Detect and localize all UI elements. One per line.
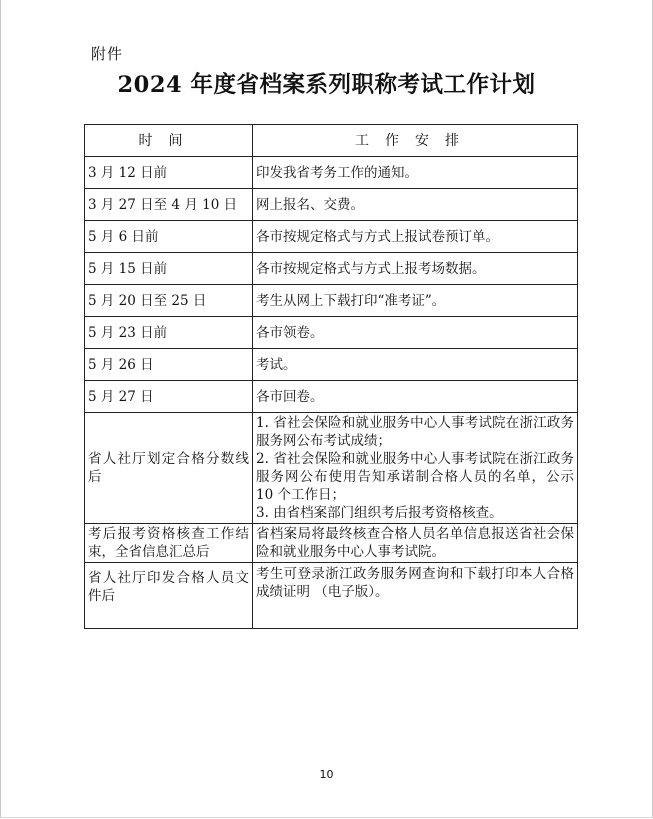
time-cell: 5 月 15 日前 (85, 253, 253, 285)
task-cell (253, 253, 578, 285)
time-cell: 5 月 23 日前 (85, 317, 253, 349)
table-row (85, 317, 578, 349)
task-cell (253, 189, 578, 221)
task-line: 网上报名、交费。 (256, 196, 364, 213)
task-line: 考生可登录浙江政务服务网查询和下载打印本人合格成绩证明 （电子版）。 (256, 566, 574, 600)
attachment-label: 附件 (91, 45, 124, 63)
time-cell: 3 月 12 日前 (85, 157, 253, 189)
document-title: 2024 年度省档案系列职称考试工作计划 (117, 72, 536, 98)
table-row (85, 189, 578, 221)
task-cell (253, 381, 578, 413)
table-row (85, 221, 578, 253)
table-row (85, 381, 578, 413)
task-line: 1. 省社会保险和就业服务中心人事考试院在浙江政务服务网公布考试成绩； (256, 415, 574, 449)
task-line: 3. 由省档案部门组织考后报考资格核查。 (256, 505, 503, 521)
task-cell (253, 317, 578, 349)
time-cell: 5 月 27 日 (85, 381, 253, 413)
table-row (85, 413, 578, 524)
header-task: 工作安排 (253, 125, 578, 157)
task-line: 印发我省考务工作的通知。 (256, 164, 418, 181)
time-cell: 5 月 26 日 (85, 349, 253, 381)
time-cell: 3 月 27 日至 4 月 10 日 (85, 189, 253, 221)
task-cell (253, 285, 578, 317)
time-cell: 省人社厅划定合格分数线后 (85, 413, 253, 524)
task-line: 各市按规定格式与方式上报试卷预订单。 (256, 228, 499, 245)
table-row (85, 285, 578, 317)
task-cell (253, 157, 578, 189)
time-cell: 省人社厅印发合格人员文件后 (85, 563, 253, 629)
table-row (85, 563, 578, 629)
time-cell: 5 月 6 日前 (85, 221, 253, 253)
table-row (85, 349, 578, 381)
task-line: 省档案局将最终核查合格人员名单信息报送省社会保险和就业服务中心人事考试院。 (256, 526, 574, 560)
task-cell (253, 221, 578, 253)
table-row (85, 253, 578, 285)
task-line: 2. 省社会保险和就业服务中心人事考试院在浙江政务服务网公布使用告知承诺制合格人员的名单，公示 10 个工作日； (256, 451, 574, 503)
table-row (85, 157, 578, 189)
time-cell: 考后报考资格核查工作结束，全省信息汇总后 (85, 524, 253, 563)
task-line: 各市领卷。 (256, 324, 324, 341)
schedule-table (84, 124, 578, 629)
task-line: 各市按规定格式与方式上报考场数据。 (256, 260, 486, 277)
task-cell (253, 349, 578, 381)
table-row (85, 524, 578, 563)
header-time: 时间 (85, 125, 253, 157)
task-line: 考试。 (256, 356, 297, 373)
table-header-row (85, 125, 578, 157)
task-line: 各市回卷。 (256, 388, 324, 405)
page-number: 10 (319, 768, 334, 781)
task-cell (253, 563, 578, 629)
time-cell: 5 月 20 日至 25 日 (85, 285, 253, 317)
task-cell (253, 413, 578, 524)
task-line: 考生从网上下载打印“准考证”。 (256, 292, 446, 309)
task-cell (253, 524, 578, 563)
